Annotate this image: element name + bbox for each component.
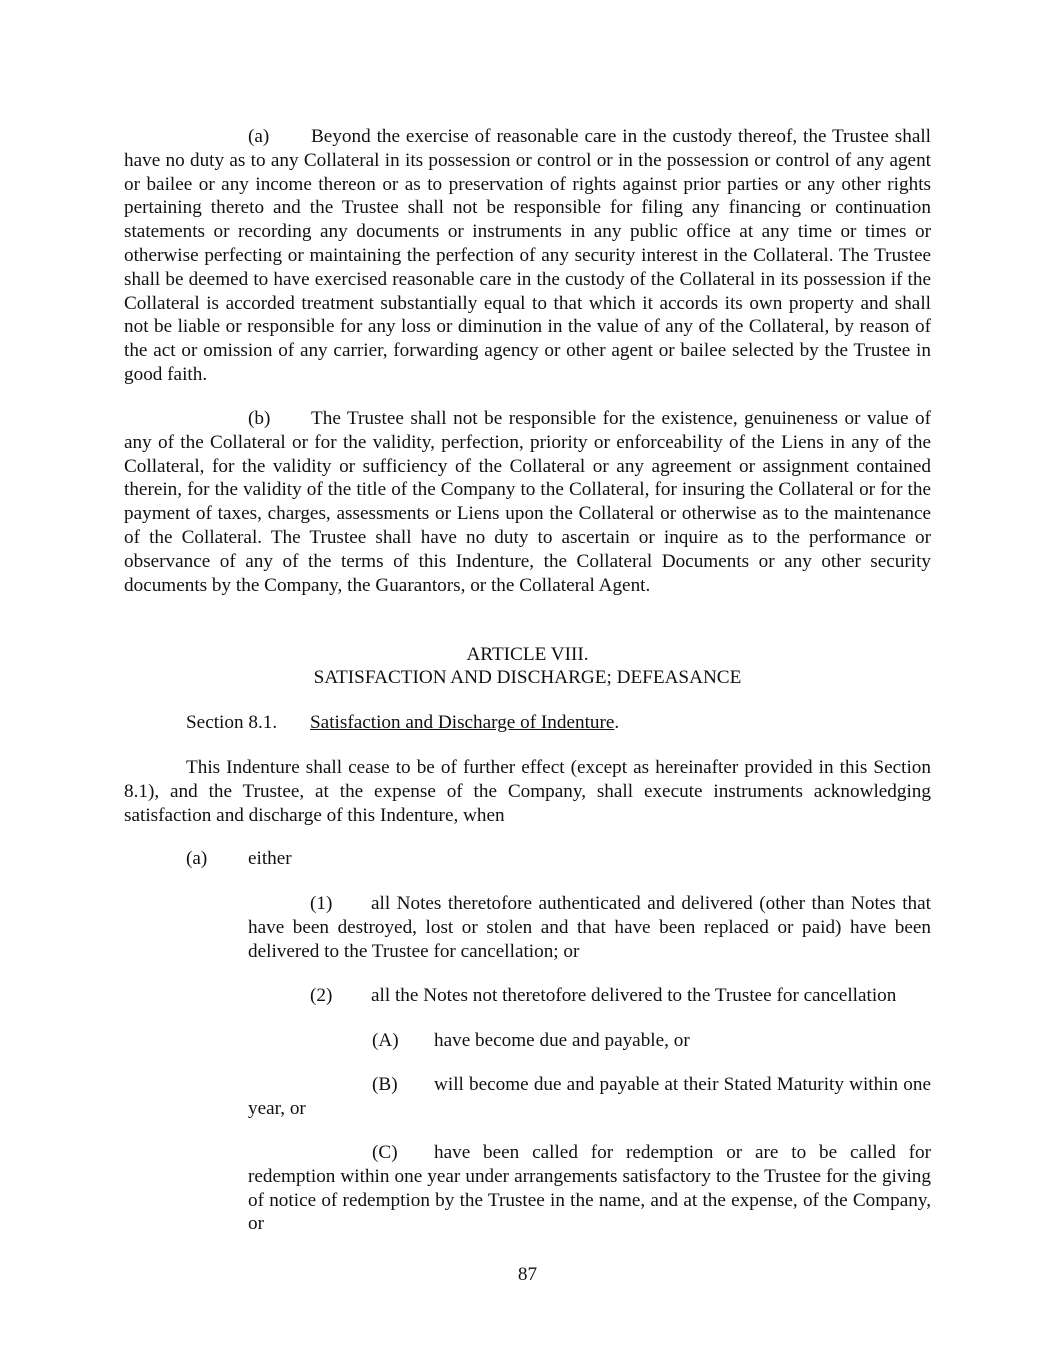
item-C: [248, 1141, 931, 1236]
item-B-label: (B): [372, 1074, 398, 1095]
article-title: SATISFACTION AND DISCHARGE; DEFEASANCE: [313, 667, 742, 688]
item-1-label: (1): [310, 893, 333, 914]
article-number: ARTICLE VIII.: [466, 644, 589, 665]
item-C-text: have been called for redemption or are to be called for redemption within one year under arrangements satisfactory to the Trustee for the giving of notice of redemption by the Trustee in the name, and at the expense, of the Company, or: [248, 1142, 931, 1235]
item-C-label: (C): [372, 1142, 398, 1163]
paragraph-b-text: The Trustee shall not be responsible for the existence, genuineness or value of any of the Collateral or for the validity, perfection, priority or enforceability of the Liens in any of the Collateral, for the validity or sufficiency of the Collateral or any agreement or assignment contained therein, for the validity of the title of the Company to the Collateral, for insuring the Collateral or for the payment of taxes, charges, assessments or Liens upon the Collateral or otherwise as to the maintenance of the Collateral. The Trustee shall have no duty to ascertain or inquire as to the performance or observance of any of the terms of this Indenture, the Collateral Documents or any other security documents by the Company, the Guarantors, or the Collateral Agent.: [124, 408, 931, 596]
item-1-text: all Notes theretofore authenticated and delivered (other than Notes that have been destroyed, lost or stolen and that have been replaced or paid) have been delivered to the Trustee for cancellation; or: [248, 893, 931, 962]
section-heading: [186, 711, 619, 735]
item-2-text: all the Notes not theretofore delivered to the Trustee for cancellation: [371, 985, 897, 1006]
paragraph-a: [124, 125, 931, 387]
paragraph-b: [124, 407, 931, 597]
clause-a-label: (a): [186, 848, 208, 869]
paragraph-a-label: (a): [248, 126, 270, 147]
item-A: [372, 1029, 690, 1053]
section-title: Satisfaction and Discharge of Indenture: [310, 712, 615, 733]
section-number: Section 8.1.: [186, 712, 278, 733]
item-A-text: have become due and payable, or: [434, 1030, 690, 1051]
item-B: [248, 1073, 931, 1121]
item-2: [310, 984, 931, 1008]
paragraph-a-text: Beyond the exercise of reasonable care in the custody thereof, the Trustee shall have no duty as to any Collateral in its possession or control or in the possession or control of any agent or bailee or any income thereon or as to preservation of rights against prior parties or any other rights pertaining thereto and the Trustee shall not be responsible for filing any financing or continuation statements or recording any documents or instruments in any public office at any time or times or otherwise perfecting or maintaining the perfection of any security interest in the Collateral. The Trustee shall be deemed to have exercised reasonable care in the custody of the Collateral in its possession if the Collateral is accorded treatment substantially equal to that which it accords its own property and shall not be liable or responsible for any loss or diminution in the value of any of the Collateral, by reason of the act or omission of any carrier, forwarding agency or other agent or bailee selected by the Trustee in good faith.: [124, 126, 931, 385]
section-title-suffix: .: [614, 712, 620, 733]
item-B-text: will become due and payable at their Stated Maturity within one year, or: [248, 1074, 931, 1119]
item-A-label: (A): [372, 1030, 399, 1051]
paragraph-b-label: (b): [248, 408, 271, 429]
intro-paragraph: [124, 756, 931, 827]
page-number: 87: [517, 1264, 538, 1285]
clause-a-text: either: [248, 848, 292, 869]
item-1: [248, 892, 931, 963]
clause-a: [186, 847, 292, 871]
intro-text: This Indenture shall cease to be of further effect (except as hereinafter provided in this Section 8.1), and the Trustee, at the expense of the Company, shall execute instruments acknowledging satisfaction and discharge of this Indenture, when: [124, 757, 931, 826]
item-2-label: (2): [310, 985, 333, 1006]
